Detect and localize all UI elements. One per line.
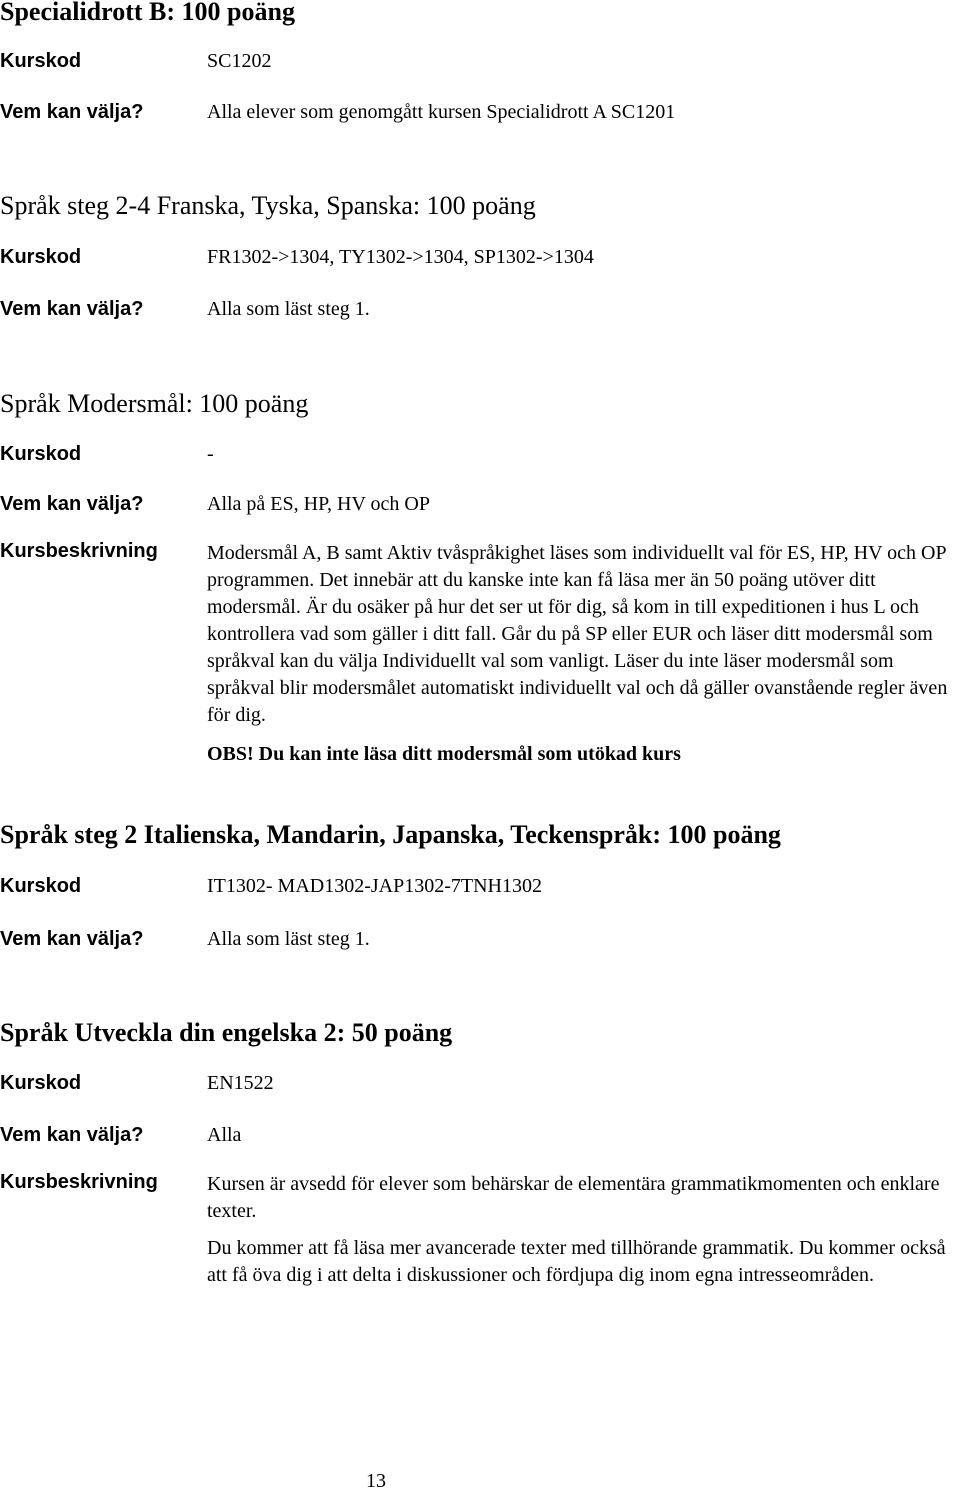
kurskod-label: Kurskod [0,50,82,72]
description-paragraph: Du kommer att få läsa mer avancerade texter med tillhörande grammatik. Du kommer också att få öva dig i att delta i diskussioner och fördjupa dig inom egna intresseområden. [207,1237,946,1286]
description-paragraph: Kursen är avsedd för elever som behärskar de elementära grammatikmomenten och enklare texter. [207,1173,940,1222]
kurskod-label: Kurskod [0,443,82,465]
kurskod-value: FR1302->1304, TY1302->1304, SP1302->1304 [207,246,594,268]
description-paragraph: Modersmål A, B samt Aktiv tvåspråkighet läses som individuellt val för ES, HP, HV och OP programmen. Det innebär att du kanske inte kan få läsa mer än 50 poäng utöver ditt modersmål. Är du osäker på hur det ser ut för dig, så kom in till expeditionen i hus L och kontrollera vad som gäller i ditt fall. Går du på SP eller EUR och läser ditt modersmål som språkval kan du välja Individuellt val som vanligt. Läser du inte läser modersmål som språkval blir modersmålet automatiskt individuellt val och då gäller ovanstående regler även för dig. [207,542,948,726]
vem-value: Alla som läst steg 1. [207,298,370,320]
kursbeskrivning-text [207,540,959,729]
kursbeskrivning-label: Kursbeskrivning [0,1171,158,1193]
vem-label: Vem kan välja? [0,101,144,123]
section-title: Språk steg 2-4 Franska, Tyska, Spanska: 100 poäng [0,191,536,220]
vem-value: Alla [207,1124,242,1146]
vem-value: Alla som läst steg 1. [207,928,370,950]
page-number: 13 [366,1470,386,1492]
kurskod-value: SC1202 [207,50,272,72]
kurskod-label: Kurskod [0,1072,82,1094]
kurskod-value: - [207,443,214,465]
section-title: Språk Utveckla din engelska 2: 50 poäng [0,1018,453,1047]
vem-value: Alla elever som genomgått kursen Specialidrott A SC1201 [207,101,676,123]
section-title: Specialidrott B: 100 poäng [0,0,295,26]
kursbeskrivning-text [207,1171,959,1289]
kurskod-value: EN1522 [207,1072,274,1094]
kurskod-label: Kurskod [0,246,82,268]
vem-label: Vem kan välja? [0,1124,144,1146]
vem-label: Vem kan välja? [0,928,144,950]
vem-label: Vem kan välja? [0,493,144,515]
vem-label: Vem kan välja? [0,298,144,320]
vem-value: Alla på ES, HP, HV och OP [207,493,430,515]
section-title: Språk Modersmål: 100 poäng [0,389,309,418]
kurskod-value: IT1302- MAD1302-JAP1302-7TNH1302 [207,875,542,897]
kursbeskrivning-label: Kursbeskrivning [0,540,158,562]
kurskod-label: Kurskod [0,875,82,897]
obs-note: OBS! Du kan inte läsa ditt modersmål som utökad kurs [207,743,681,765]
section-title: Språk steg 2 Italienska, Mandarin, Japanska, Teckenspråk: 100 poäng [0,820,781,849]
